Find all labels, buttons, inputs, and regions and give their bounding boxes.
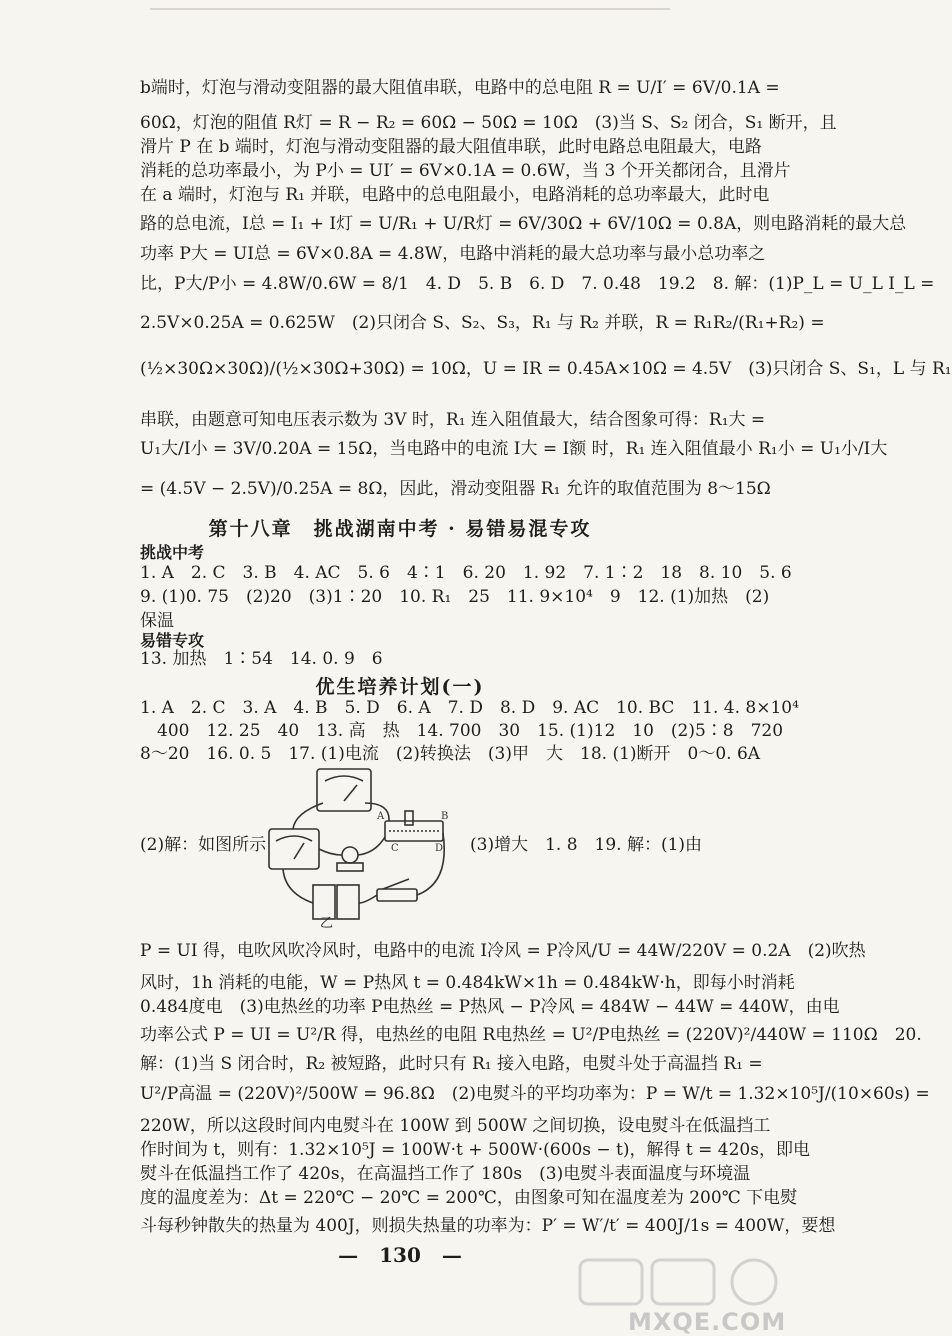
text-line: 作时间为 t，则有：1.32×10⁵J = 100W·t + 500W·(600s − t)，解得 t = 420s，即电 — [140, 1140, 810, 1160]
ammeter-icon — [269, 829, 319, 869]
text-line: 60Ω，灯泡的阻值 R灯 = R − R₂ = 60Ω − 50Ω = 10Ω (3)当 S、S₂ 闭合，S₁ 断开，且 — [140, 113, 837, 133]
text-line: 串联，由题意可知电压表示数为 3V 时，R₁ 连入阻值最大，结合图象可得：R₁大 = — [140, 410, 766, 430]
chapter-title: 第十八章 挑战湖南中考 · 易错易混专攻 — [208, 518, 592, 540]
text-line: 220W，所以这段时间内电熨斗在 100W 到 500W 之间切换，设电熨斗在低温挡工 — [140, 1116, 771, 1136]
section-challenge: 挑战中考 — [140, 543, 205, 562]
text-line: 0.484度电 (3)电热丝的功率 P电热丝 = P热风 − P冷风 = 484W − 44W = 440W，由电 — [140, 997, 840, 1017]
svg-text:C: C — [391, 843, 399, 854]
top-rule — [150, 8, 670, 10]
text-line: (½×30Ω×30Ω)/(½×30Ω+30Ω) = 10Ω，U = IR = 0.45A×10Ω = 4.5V (3)只闭合 S、S₁，L 与 R₁ — [140, 359, 952, 379]
text-line: 比，P大/P小 = 4.8W/0.6W = 8/1 4. D 5. B 6. D 7. 0.48 19.2 8. 解：(1)P_L = U_L I_L = — [140, 274, 935, 294]
text-line: 消耗的总功率最小，为 P小 = UI′ = 6V×0.1A = 0.6W，当 3 个开关都闭合，且滑片 — [140, 161, 791, 181]
text-line: 功率公式 P = UI = U²/R 得，电热丝的电阻 R电热丝 = U²/P电热丝 = (220V)²/440W = 110Ω 20. — [140, 1025, 922, 1045]
plan-title: 优生培养计划(一) — [315, 676, 485, 698]
svg-text:A: A — [377, 811, 385, 822]
text-line: 1. A 2. C 3. B 4. AC 5. 6 4∶1 6. 20 1. 92 7. 1∶2 18 8. 10 5. 6 — [140, 563, 792, 583]
text-line: 度的温度差为：Δt = 220℃ − 20℃ = 200℃，由图象可知在温度差为 200℃ 下电熨 — [140, 1188, 798, 1208]
text-line: b端时，灯泡与滑动变阻器的最大阻值串联，电路中的总电阻 R = U/I′ = 6V/0.1A = — [140, 78, 780, 98]
figure-caption-right: (3)增大 1. 8 19. 解：(1)由 — [470, 835, 703, 855]
section-errors: 易错专攻 — [140, 631, 205, 650]
text-line: U₁大/I小 = 3V/0.20A = 15Ω，当电路中的电流 I大 = I额 时，R₁ 连入阻值最小 R₁小 = U₁小/I大 — [140, 439, 888, 459]
switch-icon — [377, 889, 417, 901]
bulb-icon — [342, 847, 358, 863]
text-line: 熨斗在低温挡工作了 420s，在高温挡工作了 180s (3)电熨斗表面温度与环境温 — [140, 1164, 751, 1184]
text-line: 400 12. 25 40 13. 高 热 14. 700 30 15. (1)12 10 (2)5∶8 720 — [140, 721, 784, 741]
svg-text:B: B — [441, 811, 449, 822]
page-number-value: 130 — [379, 1243, 421, 1267]
text-line: 2.5V×0.25A = 0.625W (2)只闭合 S、S₂、S₃，R₁ 与 R₂ 并联，R = R₁R₂/(R₁+R₂) = — [140, 313, 825, 333]
text-line: 路的总电流，I总 = I₁ + I灯 = U/R₁ + U/R灯 = 6V/30Ω + 6V/10Ω = 0.8A，则电路消耗的最大总 — [140, 214, 907, 234]
page-number: — 130 — — [338, 1243, 462, 1267]
text-line: 风时，1h 消耗的电能，W = P热风 t = 0.484kW×1h = 0.484kW·h，即每小时消耗 — [140, 973, 795, 993]
text-line: 在 a 端时，灯泡与 R₁ 并联，电路中的总电阻最小，电路消耗的总功率最大，此时电 — [140, 185, 770, 205]
text-line: 9. (1)0. 75 (2)20 (3)1∶20 10. R₁ 25 11. 9×10⁴ 9 12. (1)加热 (2) — [140, 587, 770, 607]
circuit-diagram — [265, 763, 450, 930]
text-line: 斗每秒钟散失的热量为 400J，则损失热量的功率为：P′ = W′/t′ = 400J/1s = 400W，要想 — [140, 1216, 836, 1236]
watermark-text: MXQE.COM — [628, 1308, 787, 1336]
text-line: 滑片 P 在 b 端时，灯泡与滑动变阻器的最大阻值串联，此时电路总电阻最大，电路 — [140, 137, 762, 157]
text-line: 8～20 16. 0. 5 17. (1)电流 (2)转换法 (3)甲 大 18. (1)断开 0～0. 6A — [140, 744, 761, 764]
text-line: 保温 — [140, 611, 174, 631]
text-line: 1. A 2. C 3. A 4. B 5. D 6. A 7. D 8. D 9. AC 10. BC 11. 4. 8×10⁴ — [140, 698, 799, 718]
text-line: 解：(1)当 S 闭合时，R₂ 被短路，此时只有 R₁ 接入电路，电熨斗处于高温挡 R₁ = — [140, 1054, 763, 1074]
text-line: 功率 P大 = UI总 = 6V×0.8A = 4.8W，电路中消耗的最大总功率与最小总功率之 — [140, 244, 766, 264]
text-line: P = UI 得，电吹风吹冷风时，电路中的电流 I冷风 = P冷风/U = 44W/220V = 0.2A (2)吹热 — [140, 941, 866, 961]
svg-text:D: D — [435, 843, 444, 854]
text-line: = (4.5V − 2.5V)/0.25A = 8Ω，因此，滑动变阻器 R₁ 允许的取值范围为 8～15Ω — [140, 479, 771, 499]
text-line: 13. 加热 1∶54 14. 0. 9 6 — [140, 649, 383, 669]
text-line: U²/P高温 = (220V)²/500W = 96.8Ω (2)电熨斗的平均功率为：P = W/t = 1.32×10⁵J/(10×60s) = — [140, 1084, 930, 1104]
figure-label: 乙 — [320, 916, 334, 931]
figure-caption-left: (2)解：如图所示 — [140, 835, 267, 855]
